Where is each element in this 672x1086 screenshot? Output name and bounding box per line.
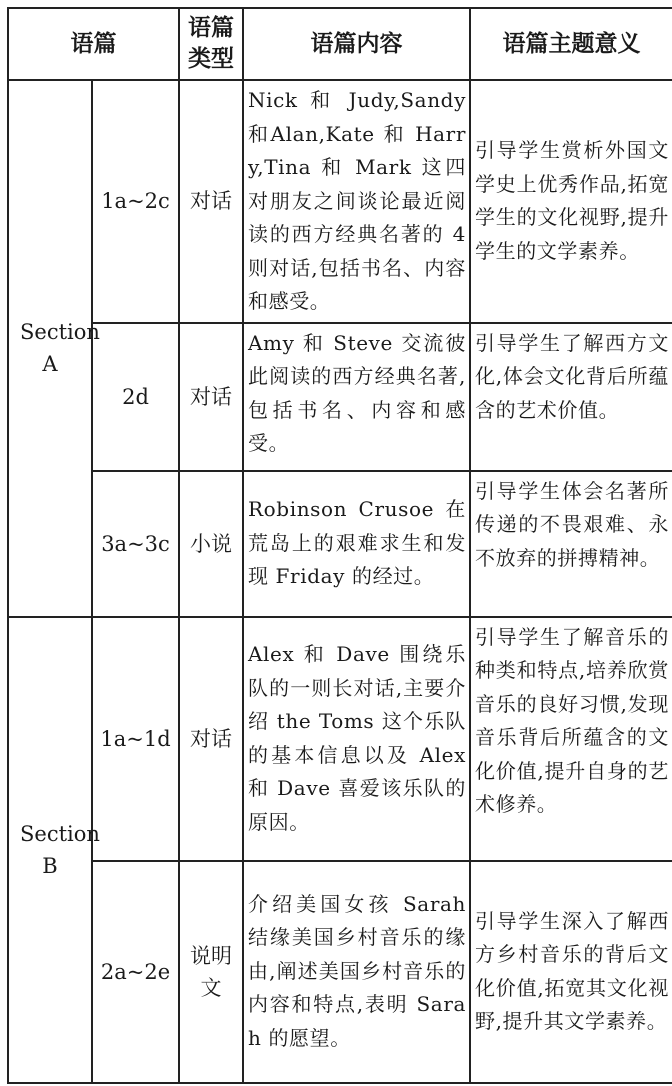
content-cell: 介绍美国女孩 Sarah 结缘美国乡村音乐的缘由,阐述美国乡村音乐的内容和特点,表明 Sarah 的愿望。 — [243, 861, 470, 1083]
header-type-label: 语篇类型 — [188, 15, 234, 72]
part-cell: 1a~2c — [92, 80, 179, 323]
header-meaning: 语篇主题意义 — [470, 8, 672, 80]
section-a-label — [8, 80, 100, 617]
meaning-cell: 引导学生赏析外国文学史上优秀作品,拓宽学生的文化视野,提升学生的文学素养。 — [470, 80, 672, 323]
section-name: Section A — [20, 320, 100, 377]
table-row — [8, 80, 672, 323]
type-label: 说明文 — [190, 943, 232, 1000]
table-row — [8, 323, 672, 471]
meaning-cell: 引导学生深入了解西方乡村音乐的背后文化价值,拓宽其文化视野,提升其文学素养。 — [470, 861, 672, 1083]
content-cell: Alex 和 Dave 围绕乐队的一则长对话,主要介绍 the Toms 这个乐队的基本信息以及 Alex 和 Dave 喜爱该乐队的原因。 — [243, 617, 470, 861]
content-cell: Nick 和 Judy,Sandy和Alan,Kate 和 Harry,Tina 和 Mark 这四对朋友之间谈论最近阅读的西方经典名著的 4 则对话,包括书名、内容和感受。 — [243, 80, 470, 323]
content-cell: Amy 和 Steve 交流彼此阅读的西方经典名著,包括书名、内容和感受。 — [243, 323, 470, 471]
meaning-cell: 引导学生了解西方文化,体会文化背后所蕴含的艺术价值。 — [470, 323, 672, 471]
header-type — [179, 8, 243, 80]
type-cell: 对话 — [179, 323, 243, 471]
section-name: Section B — [20, 821, 100, 878]
part-cell: 3a~3c — [92, 471, 179, 617]
type-cell: 对话 — [179, 617, 243, 861]
type-cell — [179, 861, 243, 1083]
type-cell: 小说 — [179, 471, 243, 617]
header-row — [8, 8, 672, 80]
meaning-cell: 引导学生体会名著所传递的不畏艰难、永不放弃的拼搏精神。 — [470, 471, 672, 617]
table-row — [8, 861, 672, 1083]
type-cell: 对话 — [179, 80, 243, 323]
table-row — [8, 617, 672, 861]
part-cell: 2a~2e — [92, 861, 179, 1083]
discourse-analysis-table — [7, 7, 672, 1084]
part-cell: 2d — [92, 323, 179, 471]
section-b-label — [8, 617, 100, 1083]
header-text: 语篇 — [8, 8, 179, 80]
table-row — [8, 471, 672, 617]
meaning-cell: 引导学生了解音乐的种类和特点,培养欣赏音乐的良好习惯,发现音乐背后所蕴含的文化价值,提升自身的艺术修养。 — [470, 617, 672, 861]
content-cell: Robinson Crusoe 在荒岛上的艰难求生和发现 Friday 的经过。 — [243, 471, 470, 617]
header-content: 语篇内容 — [243, 8, 470, 80]
part-cell: 1a~1d — [92, 617, 179, 861]
